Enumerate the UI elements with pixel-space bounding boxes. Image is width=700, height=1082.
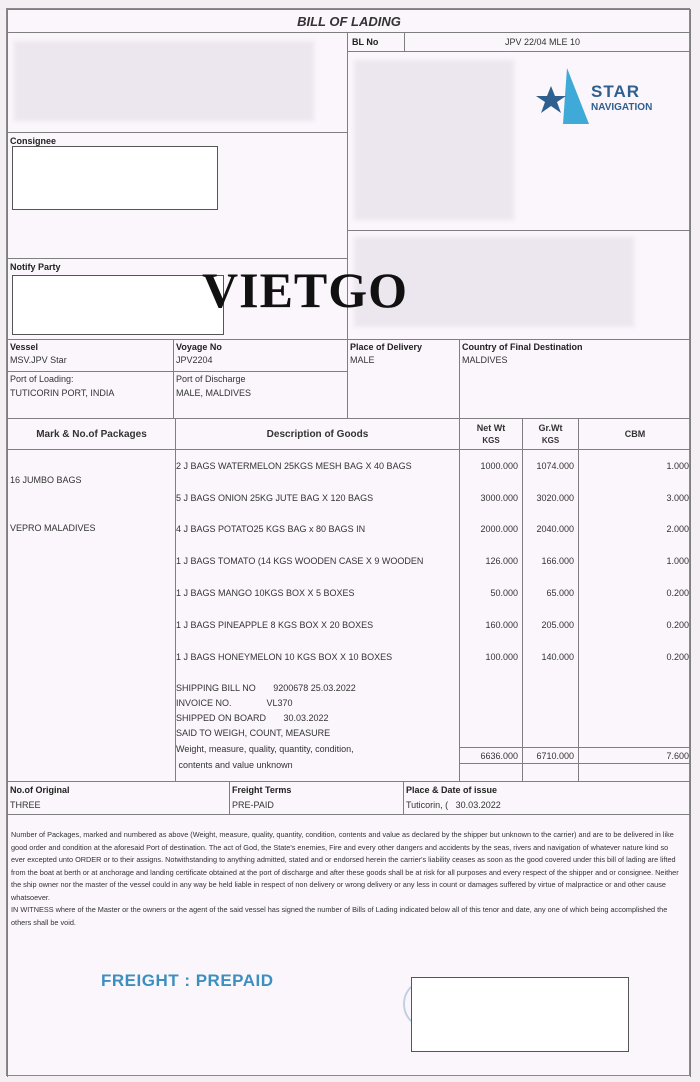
witness-text: IN WITNESS where of the Master or the owners or the agent of the said vessel has signed the number of Bills of Lading indicated below all of this tenor and date, any one of which being accomplished the others shall be void.: [11, 905, 668, 927]
bill-of-lading-document: [6, 8, 690, 1076]
voyage-value: JPV2204: [176, 355, 213, 365]
goods-row-description: 5 J BAGS ONION 25KG JUTE BAG X 120 BAGS: [176, 493, 374, 503]
goods-row-net: 100.000: [485, 652, 518, 662]
notify-party-redacted: [12, 275, 224, 335]
bl-no-value: JPV 22/04 MLE 10: [505, 37, 581, 47]
header-net: Net Wt: [476, 423, 506, 433]
vessel-value: MSV.JPV Star: [10, 355, 67, 365]
place-delivery-label: Place of Delivery: [350, 342, 423, 352]
header-net-unit: KGS: [482, 436, 500, 445]
goods-row-net: 50.000: [490, 588, 518, 598]
carrier-box: [347, 51, 691, 231]
freight-prepaid-stamp: FREIGHT : PREPAID: [101, 971, 274, 990]
said-to-weigh-line: SAID TO WEIGH, COUNT, MEASURE: [176, 728, 331, 738]
carrier-blurred: [354, 60, 514, 220]
goods-row-gross: 1074.000: [536, 461, 574, 471]
voyage-box: [173, 339, 348, 372]
originals-box: [7, 781, 230, 815]
place-issue-box: [403, 781, 691, 815]
goods-row-description: 1 J BAGS HONEYMELON 10 KGS BOX X 10 BOXES: [176, 652, 393, 662]
bl-no-label: BL No: [352, 37, 379, 47]
col-net: [459, 419, 523, 781]
port-discharge-value: MALE, MALDIVES: [176, 388, 252, 398]
shipping-bill-line: SHIPPING BILL NO 9200678 25.03.2022: [176, 683, 356, 693]
goods-row-net: 2000.000: [480, 524, 518, 534]
shipper-box: [7, 32, 348, 133]
port-loading-value: TUTICORIN PORT, INDIA: [10, 388, 115, 398]
goods-row-cbm: 0.200: [666, 588, 689, 598]
totals-bottom-line: [459, 763, 690, 764]
freight-terms-box: [229, 781, 404, 815]
goods-row-gross: 140.000: [541, 652, 574, 662]
header-gross: Gr.Wt: [538, 423, 563, 433]
star-sail-icon: [533, 64, 593, 124]
goods-row-net: 126.000: [485, 556, 518, 566]
port-loading-box: [7, 371, 174, 419]
port-discharge-label: Port of Discharge: [176, 374, 246, 384]
goods-row-net: 3000.000: [480, 493, 518, 503]
goods-table: [7, 418, 691, 782]
table-header-divider: [8, 449, 690, 450]
goods-row-cbm: 0.200: [666, 652, 689, 662]
header-description: Description of Goods: [266, 429, 369, 440]
goods-row-description: 1 J BAGS MANGO 10KGS BOX X 5 BOXES: [176, 588, 355, 598]
goods-row-gross: 3020.000: [536, 493, 574, 503]
goods-row-gross: 205.000: [541, 620, 574, 630]
goods-row-net: 1000.000: [480, 461, 518, 471]
total-gross: 6710.000: [536, 751, 574, 761]
goods-row-cbm: 1.000: [666, 461, 689, 471]
consignee-box: [7, 132, 348, 259]
country-dest-value: MALDIVES: [462, 355, 508, 365]
vessel-label: Vessel: [10, 342, 39, 352]
place-issue-label: Place & Date of issue: [406, 785, 498, 795]
goods-row-gross: 166.000: [541, 556, 574, 566]
marks-packages: 16 JUMBO BAGS: [10, 475, 82, 485]
port-loading-label: Port of Loading:: [10, 374, 74, 384]
goods-row-description: 1 J BAGS PINEAPPLE 8 KGS BOX X 20 BOXES: [176, 620, 374, 630]
weight-measure-line: Weight, measure, quality, quantity, condition,: [176, 744, 354, 754]
freight-terms-value: PRE-PAID: [232, 800, 274, 810]
logo-sub: NAVIGATION: [591, 102, 653, 113]
col-marks: [8, 419, 176, 781]
invoice-line: INVOICE NO. VL370: [176, 698, 293, 708]
place-delivery-box: [347, 339, 460, 419]
signature-redacted: [411, 977, 629, 1052]
goods-row-cbm: 0.200: [666, 620, 689, 630]
country-dest-label: Country of Final Destination: [462, 342, 583, 352]
col-gross: [522, 419, 579, 781]
goods-row-gross: 2040.000: [536, 524, 574, 534]
originals-value: THREE: [10, 800, 41, 810]
marks-consignee: VEPRO MALADIVES: [10, 523, 96, 533]
logo-name: STAR: [591, 82, 641, 101]
contents-value-line: contents and value unknown: [176, 760, 293, 770]
goods-row-description: 1 J BAGS TOMATO (14 KGS WOODEN CASE X 9 WOODEN: [176, 556, 424, 566]
freight-terms-label: Freight Terms: [232, 785, 292, 795]
company-logo: [533, 64, 683, 124]
originals-label: No.of Original: [10, 785, 70, 795]
goods-row-gross: 65.000: [546, 588, 574, 598]
shipped-on-board-line: SHIPPED ON BOARD 30.03.2022: [176, 713, 329, 723]
page-title: BILL OF LADING: [297, 14, 401, 29]
header-cbm: CBM: [624, 429, 646, 439]
place-delivery-value: MALE: [350, 355, 375, 365]
total-net: 6636.000: [480, 751, 518, 761]
port-discharge-box: [173, 371, 348, 419]
vessel-box: [7, 339, 174, 372]
shipper-blurred: [14, 41, 314, 121]
goods-row-cbm: 2.000: [666, 524, 689, 534]
col-desc: [175, 419, 460, 781]
goods-row-description: 2 J BAGS WATERMELON 25KGS MESH BAG X 40 BAGS: [176, 461, 412, 471]
goods-row-description: 4 J BAGS POTATO25 KGS BAG x 80 BAGS IN: [176, 524, 366, 534]
watermark-text: VIETGO: [202, 262, 409, 318]
country-dest-box: [459, 339, 691, 419]
terms-and-conditions: [11, 829, 683, 929]
bl-no-box: [347, 32, 691, 52]
total-cbm: 7.600: [666, 751, 689, 761]
goods-row-net: 160.000: [485, 620, 518, 630]
title-bar: [7, 9, 691, 33]
consignee-label: Consignee: [10, 136, 57, 146]
terms-text: Number of Packages, marked and numbered as above (Weight, measure, quality, quantity, condition, contents and value as declared by the shipper but unknown to the carrier) and are to be delivered in like good order and condition at the aforesaid Port of destination. The act of God, the State's enemies, Fire and every other dangers and accidents by the seas, rivers and navigation of whatever nature kind so ever excepted unto ORDER or to their assigns. Notwithstanding to anything admitted, stated and or endorsed herein the carrier's liability ceases as soon as the good covered under this bill of lading are lifted from the boat at berth or at anchorage and landing certificate obtained at the port of discharge and after these goods shall be at risk for all purposes and every respect of the shipper and or consignee. Neither the ship owner nor the master of the vessel could in any way be held liable in respect of non delivery or wrong delivery or any less in count or damages suffered by virtue of malpractice or and other cause whatsoever.: [11, 830, 679, 902]
header-gross-unit: KGS: [541, 436, 560, 445]
totals-top-line: [459, 747, 690, 748]
place-issue-value: Tuticorin, ( 30.03.2022: [406, 800, 501, 810]
goods-row-cbm: 3.000: [666, 493, 689, 503]
consignee-redacted: [12, 146, 218, 210]
bl-no-field: [404, 33, 690, 51]
header-marks: Mark & No.of Packages: [36, 429, 147, 440]
notify-party-label: Notify Party: [10, 262, 61, 272]
voyage-label: Voyage No: [176, 342, 222, 352]
goods-row-cbm: 1.000: [666, 556, 689, 566]
